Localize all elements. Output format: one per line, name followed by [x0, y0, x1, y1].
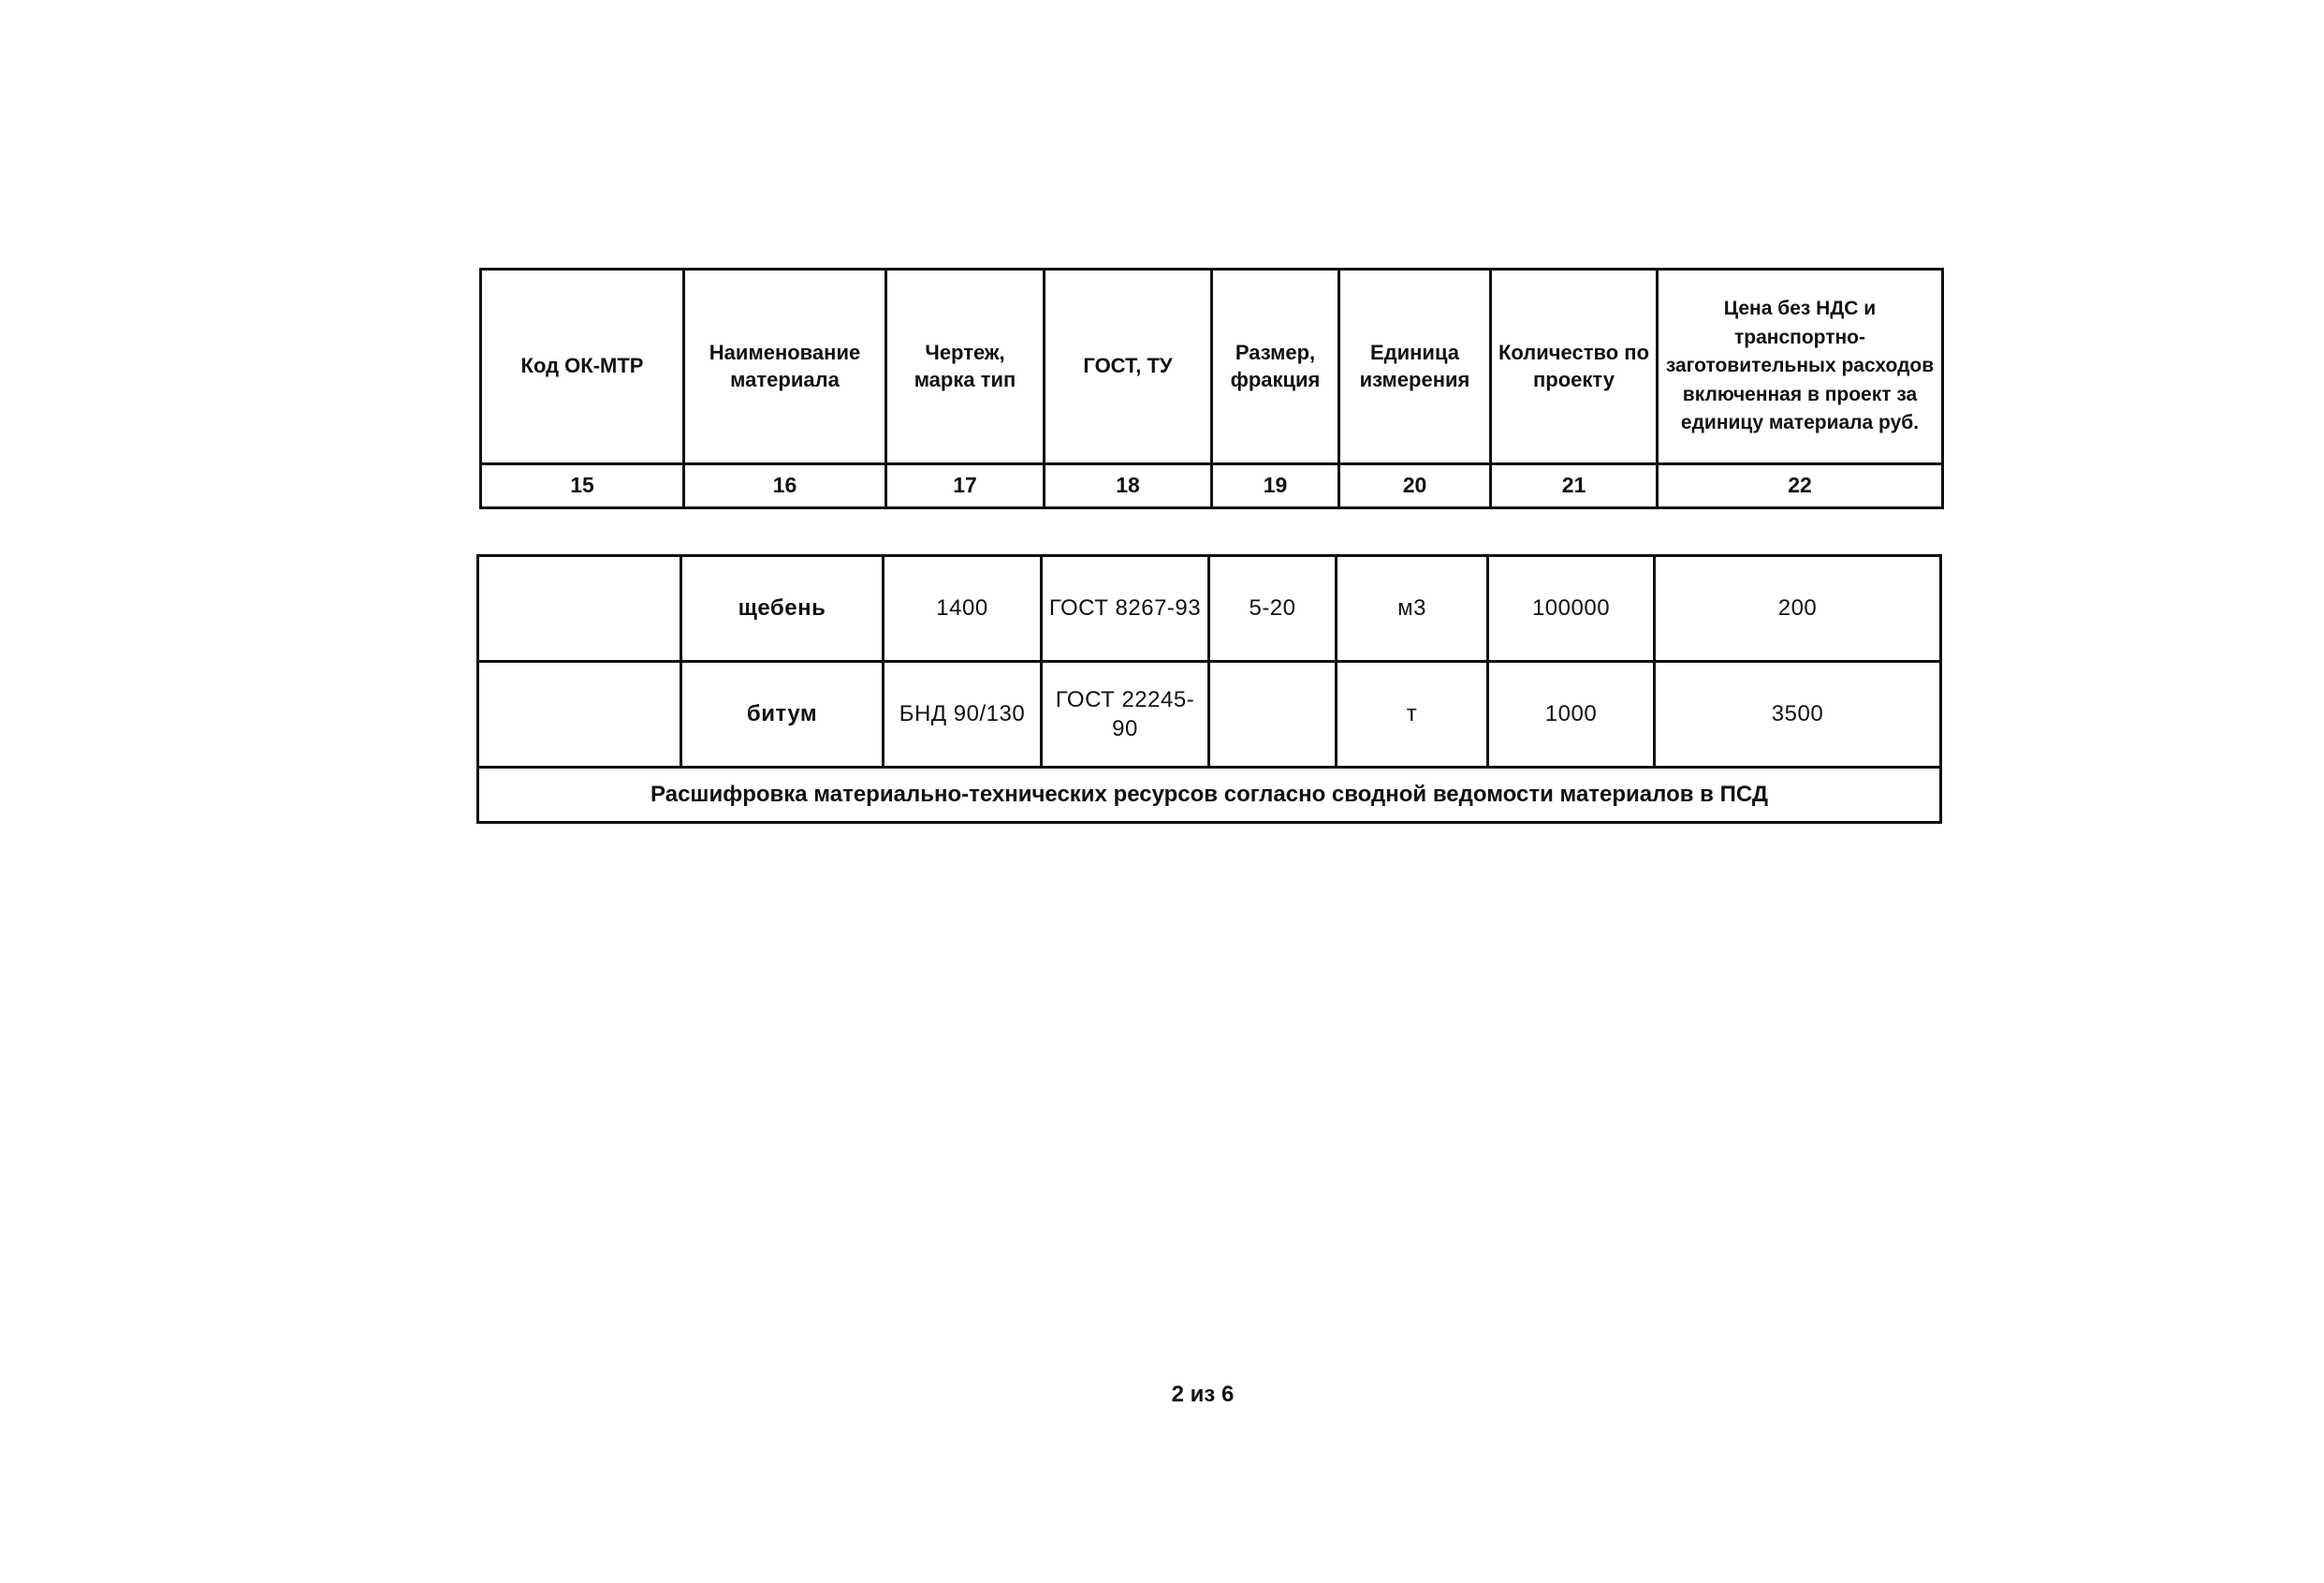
column-number: 22 [1658, 464, 1943, 508]
column-number: 21 [1491, 464, 1658, 508]
column-number: 17 [886, 464, 1045, 508]
header-price: Цена без НДС и транспортно-заготовительных расходов включенная в проект за единицу материала руб. [1658, 270, 1943, 464]
cell-unit: т [1337, 662, 1488, 768]
column-number: 20 [1339, 464, 1491, 508]
cell-code [478, 662, 681, 768]
header-table [479, 268, 1944, 509]
column-number: 18 [1045, 464, 1212, 508]
cell-code [478, 556, 681, 662]
page-number: 2 из 6 [1171, 1382, 1235, 1407]
cell-gost: ГОСТ 22245-90 [1042, 662, 1209, 768]
header-code: Код ОК-МТР [481, 270, 684, 464]
column-number-row [481, 464, 1943, 508]
cell-material-name: битум [681, 662, 884, 768]
cell-drawing: БНД 90/130 [884, 662, 1042, 768]
cell-material-name: щебень [681, 556, 884, 662]
table-row [478, 662, 1941, 768]
cell-size [1209, 662, 1337, 768]
header-size: Размер, фракция [1212, 270, 1339, 464]
column-number: 19 [1212, 464, 1339, 508]
footer-note: Расшифровка материально-технических ресурсов согласно сводной ведомости материалов в ПСД [478, 768, 1941, 823]
header-unit: Единица измерения [1339, 270, 1491, 464]
header-drawing: Чертеж, марка тип [886, 270, 1045, 464]
header-material-name: Наименование материала [684, 270, 886, 464]
cell-quantity: 100000 [1488, 556, 1655, 662]
header-quantity: Количество по проекту [1491, 270, 1658, 464]
cell-price: 200 [1655, 556, 1941, 662]
footer-row [478, 768, 1941, 823]
header-row [481, 270, 1943, 464]
cell-drawing: 1400 [884, 556, 1042, 662]
cell-price: 3500 [1655, 662, 1941, 768]
column-number: 15 [481, 464, 684, 508]
header-gost: ГОСТ, ТУ [1045, 270, 1212, 464]
cell-quantity: 1000 [1488, 662, 1655, 768]
cell-unit: м3 [1337, 556, 1488, 662]
table-row [478, 556, 1941, 662]
cell-gost: ГОСТ 8267-93 [1042, 556, 1209, 662]
cell-size: 5-20 [1209, 556, 1337, 662]
column-number: 16 [684, 464, 886, 508]
materials-table [476, 554, 1942, 824]
